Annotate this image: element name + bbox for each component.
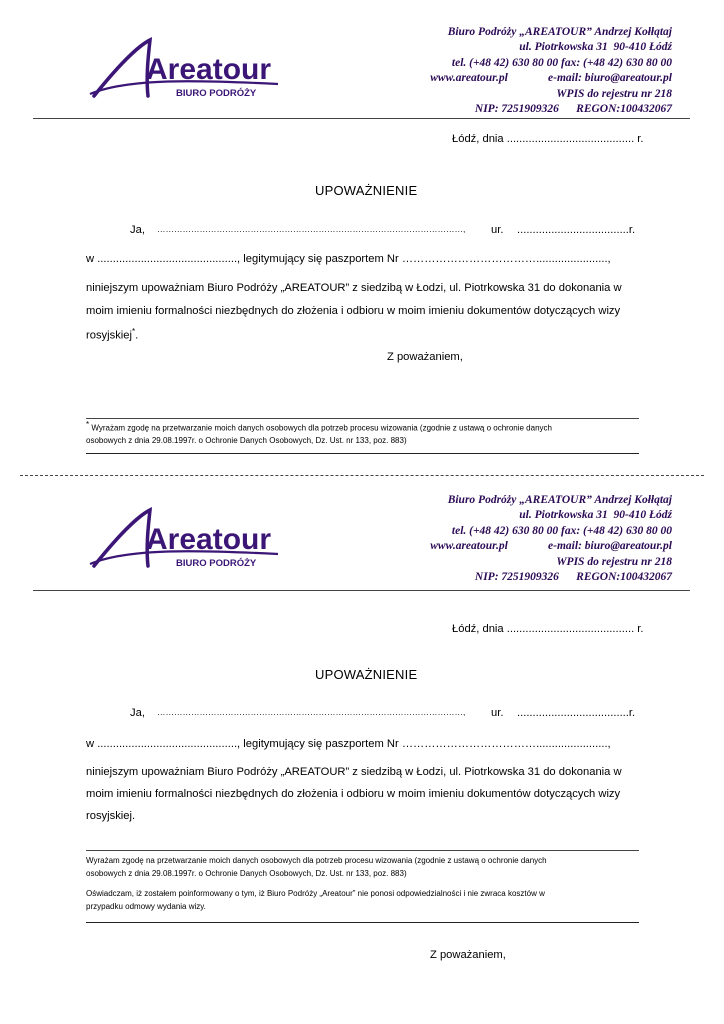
consent-line-1 [86,419,639,435]
footnote-box-2 [86,855,639,913]
body-line-3 [86,327,138,342]
name-field[interactable]: ………………………………………………………………………………………………, [157,224,466,234]
signature-greeting: Z poważaniem, [387,351,463,363]
company-info-2 [430,493,672,585]
company-nip: NIP: 7251909326 [474,103,559,116]
areatour-logo-graphic-2 [88,508,278,578]
company-info [430,25,672,117]
logo-subtitle-2: BIURO PODRÓŻY [176,558,257,569]
company-tax-ids-2 [430,570,672,585]
footnote-mark: * [132,327,136,336]
company-website-2[interactable]: www.areatour.pl [430,540,508,553]
passport-line-2[interactable]: w ............................................., legitymujący się paszportem Nr ………………………………......................., [86,738,611,750]
logo-wordmark-2: Areatour [146,523,272,556]
info-line-2: przypadku odmowy wydania wizy. [86,901,206,911]
passport-line[interactable]: w ............................................., legitymujący się paszportem Nr ………………………………......................., [86,253,611,265]
logo-wordmark: Areatour [146,53,272,86]
consent-text-1: Wyrażam zgodę na przetwarzanie moich danych osobowych dla potrzeb procesu wizowania (zgodnie z ustawą o ochronie danych [91,423,552,433]
ur-label-2: ur. [491,707,504,719]
company-regon: REGON:100432067 [576,103,672,116]
cut-line [20,475,704,476]
body-line-2-2: moim imieniu formalności niezbędnych do złożenia i odbioru w moim imieniu dokumentów dotyczących wizy [86,788,621,800]
body-line-3-end: . [135,329,139,342]
company-regon-2: REGON:100432067 [576,571,672,584]
footnote-mark-small: * [86,420,90,429]
consent-line-1-2: Wyrażam zgodę na przetwarzanie moich danych osobowych dla potrzeb procesu wizowania (zgodnie z ustawą o ochronie danych [86,856,547,865]
ja-label-2: Ja, [130,707,145,719]
footnote-box [86,419,639,448]
ja-label: Ja, [130,224,145,236]
logo-subtitle: BIURO PODRÓŻY [176,88,257,99]
areatour-logo-2 [88,508,278,578]
signature-greeting-2: Z poważaniem, [430,949,506,961]
body-line-2: moim imieniu formalności niezbędnych do złożenia i odbioru w moim imieniu dokumentów dotyczących wizy [86,305,621,317]
name-field-2[interactable]: ………………………………………………………………………………………………, [157,707,466,717]
company-name: Biuro Podróży „AREATOUR” Andrzej Kołłątaj [447,26,672,38]
place-date: Łódź, dnia ......................................... r. [452,133,644,145]
footnote-bottom-divider-2 [86,922,639,923]
footnote-bottom-divider [86,453,639,454]
info-line-1: Oświadczam, iż zostałem poinformowany o tym, iż Biuro Podróży „Areatour” nie ponosi odpowiedzialności i nie zwraca kosztów w [86,889,545,898]
body-line-1: niniejszym upoważniam Biuro Podróży „AREATOUR” z siedzibą w Łodzi, ul. Piotrkowska 31 do dokonania w [86,282,622,294]
company-website[interactable]: www.areatour.pl [430,72,508,85]
birth-date-field[interactable]: ....................................r. [517,224,636,236]
company-email-2[interactable]: e-mail: biuro@areatour.pl [548,540,672,553]
company-registry: WPIS do rejestru nr 218 [556,87,672,100]
header-divider-2 [33,590,690,591]
company-phone: tel. (+48 42) 630 80 00 fax: (+48 42) 630 80 00 [451,56,672,69]
company-contact [430,71,672,86]
areatour-logo [88,38,278,108]
footnote-top-divider-2 [86,850,639,851]
ur-label: ur. [491,224,504,236]
company-tax-ids [430,102,672,117]
company-address: ul. Piotrkowska 31 90-410 Łódź [519,41,672,54]
company-address-2: ul. Piotrkowska 31 90-410 Łódź [519,509,672,522]
company-phone-2: tel. (+48 42) 630 80 00 fax: (+48 42) 630 80 00 [451,524,672,537]
form-title-2: UPOWAŻNIENIE [315,667,418,682]
body-line-3-text: rosyjskiej [86,329,133,342]
place-date-2: Łódź, dnia ......................................... r. [452,623,644,635]
company-registry-2: WPIS do rejestru nr 218 [556,555,672,568]
consent-line-2: osobowych z dnia 29.08.1997r. o Ochronie Danych Osobowych, Dz. Ust. nr 133, poz. 883) [86,436,407,446]
header-divider [33,118,690,119]
company-name-2: Biuro Podróży „AREATOUR” Andrzej Kołłątaj [447,494,672,506]
areatour-logo-graphic [88,38,278,108]
body-line-3-2: rosyjskiej. [86,810,136,822]
company-email[interactable]: e-mail: biuro@areatour.pl [548,72,672,85]
consent-line-2-2: osobowych z dnia 29.08.1997r. o Ochronie Danych Osobowych, Dz. Ust. nr 133, poz. 883) [86,868,407,878]
body-line-1-2: niniejszym upoważniam Biuro Podróży „AREATOUR” z siedzibą w Łodzi, ul. Piotrkowska 31 do dokonania w [86,766,622,778]
form-title: UPOWAŻNIENIE [315,183,418,198]
birth-date-field-2[interactable]: ....................................r. [517,707,636,719]
company-contact-2 [430,539,672,554]
company-nip-2: NIP: 7251909326 [474,571,559,584]
